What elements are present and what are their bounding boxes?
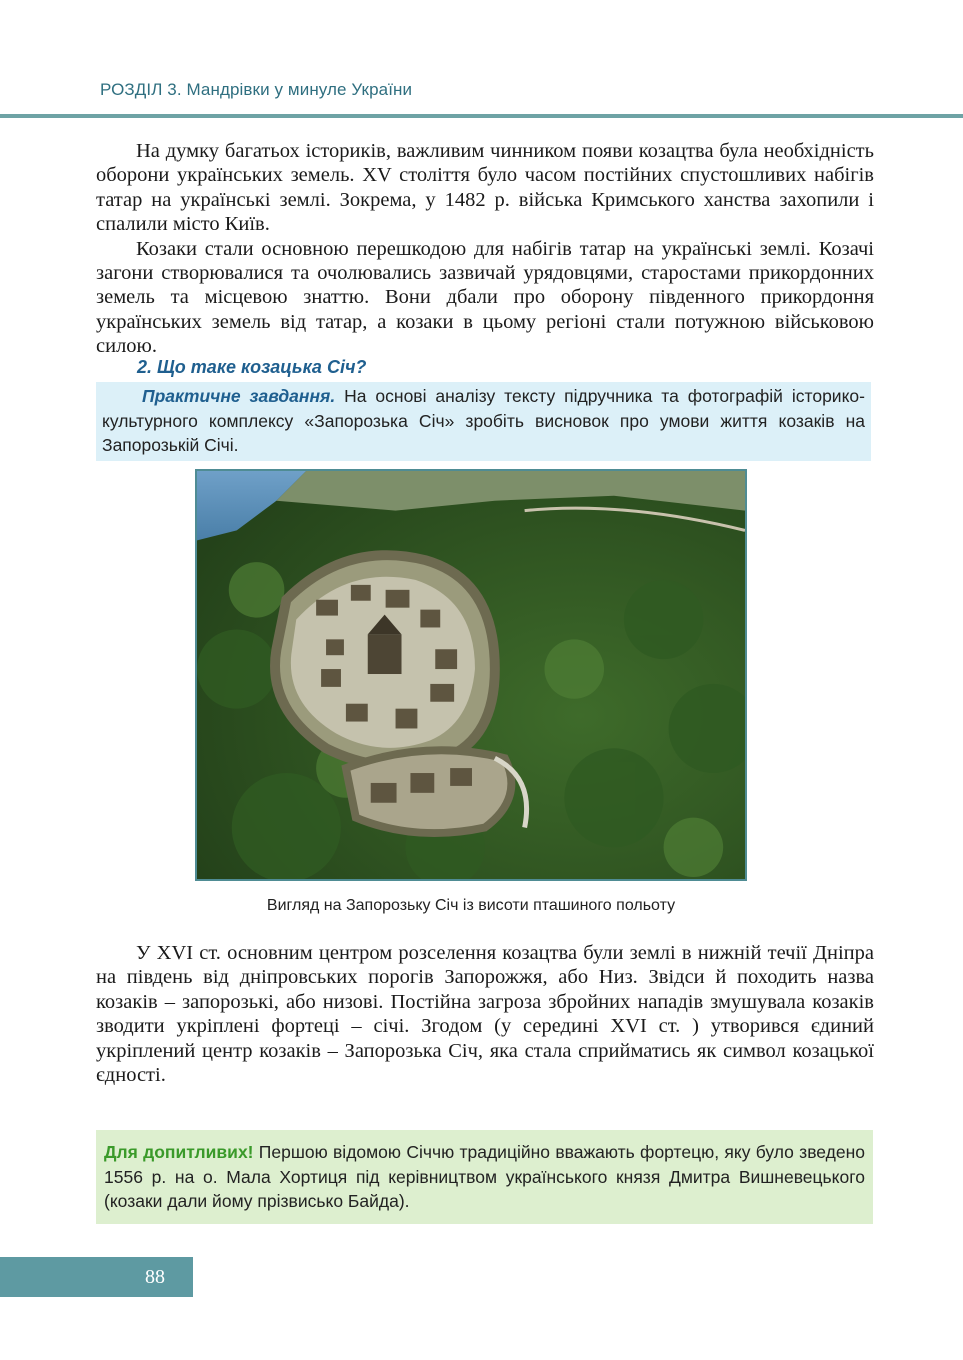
sich-aerial-photo	[195, 469, 747, 881]
curious-fact-box	[96, 1130, 873, 1224]
fact-lead: Для допитливих!	[104, 1142, 254, 1162]
paragraph: Козаки стали основною перешкодою для набігів татар на українські землі. Козачі загони створювалися та очолювались зазвичай урядовцями, старостами прикордонних земель та місцевою знаттю. Вони дбали про оборону південного прикордоння українських земель від татар, а козаки в цьому регіоні стали потужною військовою силою.	[96, 237, 874, 358]
header-rule	[0, 114, 963, 118]
paragraph: На думку багатьох істориків, важливим чинником появи козацтва була необхідність оборони українських земель. XV століття було часом постійних спустошливих набігів татар на українські землі. Зокрема, у 1482 р. війська Кримського ханства захопили і спалили місто Київ.	[96, 140, 874, 236]
section-heading: 2. Що таке козацька Січ?	[137, 357, 367, 377]
intro-text	[96, 139, 874, 359]
task-text: На основі аналізу тексту підручника та фотографій історико-культурного комплексу «Запорозька Січ» зробіть висновок про умови життя козаків на Запорозькій Січі.	[102, 386, 865, 455]
section-header: РОЗДІЛ 3. Мандрівки у минуле України	[100, 80, 413, 99]
main-text	[96, 941, 874, 1087]
task-lead: Практичне завдання.	[142, 386, 336, 406]
photo-caption: Вигляд на Запорозьку Січ із висоти пташиного польоту	[266, 897, 676, 914]
aerial-photo-illustration	[197, 471, 745, 879]
fact-text: Першою відомою Січчю традиційно вважають фортецю, яку було зведено 1556 р. на о. Мала Хортиця під керівництвом українського князя Дмитра Вишневецького (козаки дали йому прізвисько Байда).	[104, 1142, 865, 1211]
practical-task-box	[96, 382, 871, 461]
page-number: 88	[145, 1266, 165, 1288]
paragraph: У XVI ст. основним центром розселення козацтва були землі в нижній течії Дніпра на південь від дніпровських порогів Запорожжя, або Низ. Звідси й походить назва козаків – запорозькі, або низові. Постійна загроза збройних нападів змушувала козаків зводити укріплені фортеці – січі. Згодом (у середині XVI ст. ) утворився єдиний укріплений центр козаків – Запорозька Січ, яка стала сприйматись як символ козацької єдності.	[96, 942, 874, 1087]
